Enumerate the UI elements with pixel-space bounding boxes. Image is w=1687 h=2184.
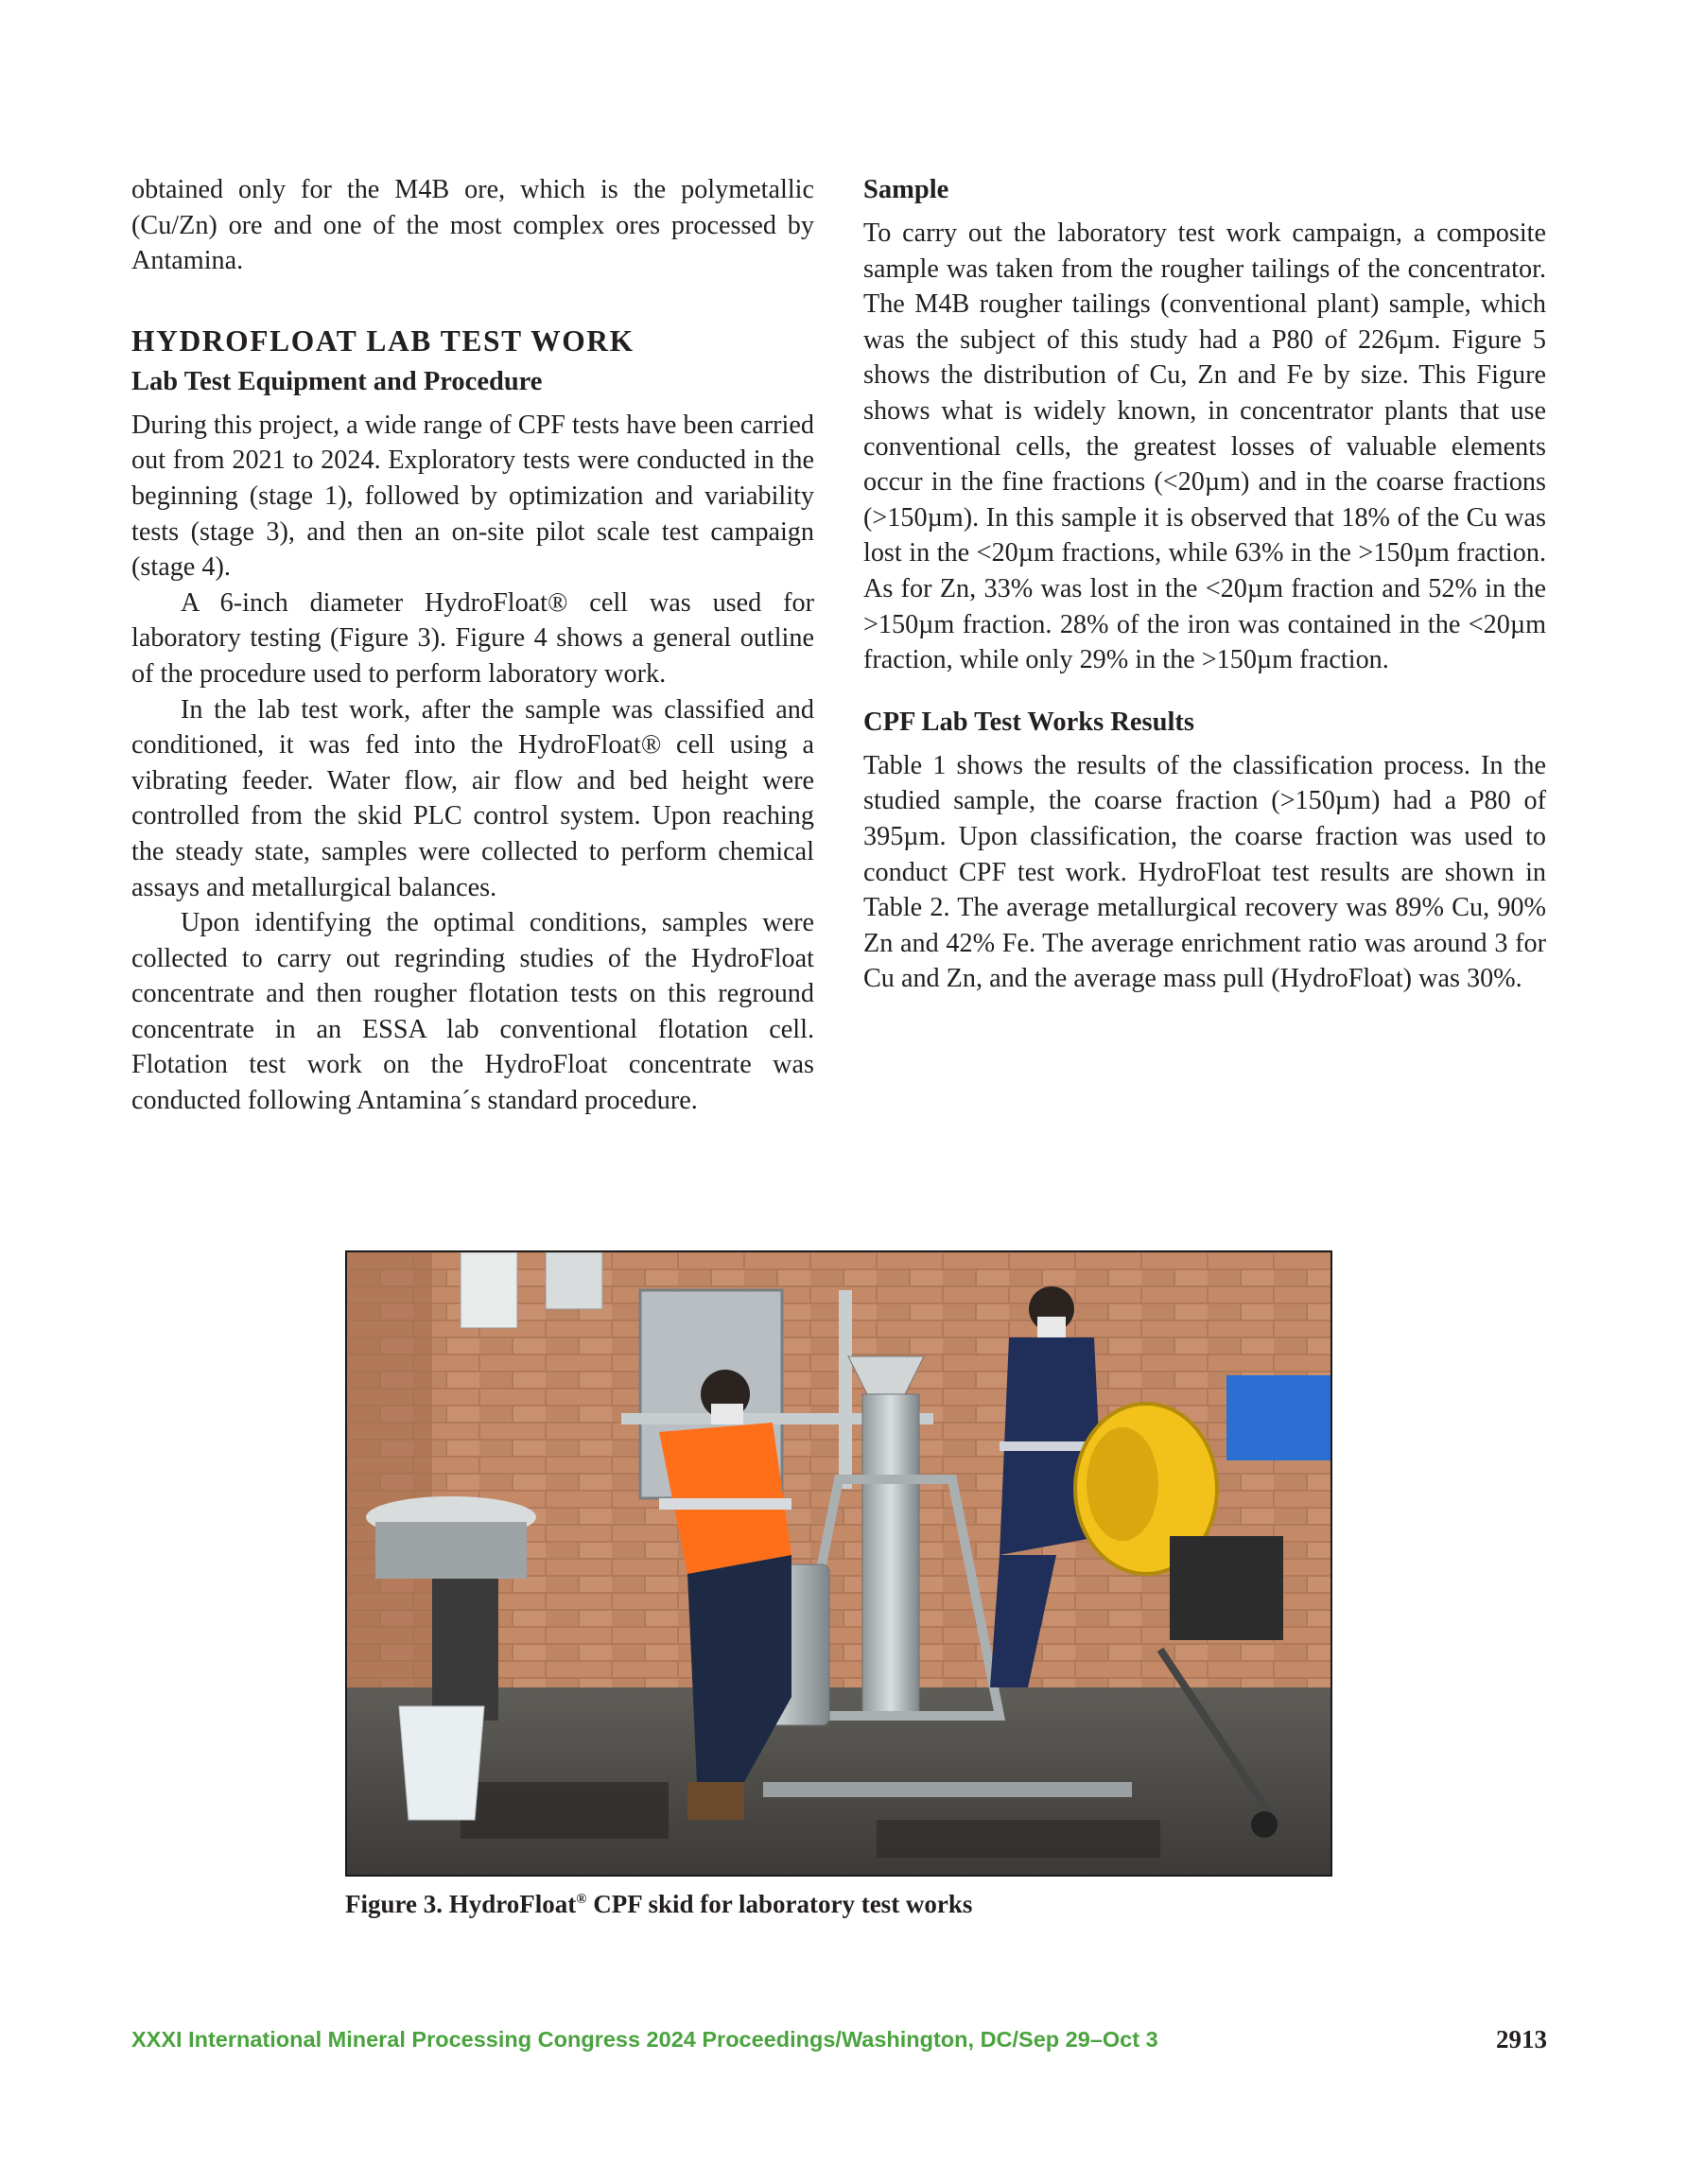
body-paragraph: In the lab test work, after the sample was classified and conditioned, it was fed into the HydroFloat® cell using a vibrating feeder. Water flow, air flow and bed height were controlled from the skid PLC control system. Upon reaching the steady state, samples were collected to perform chemical assays and metallurgical balances. xyxy=(131,694,814,902)
section-heading: HYDROFLOAT LAB TEST WORK xyxy=(131,323,635,358)
sample-paragraph: To carry out the laboratory test work campaign, a composite sample was taken from the rougher tailings of the concentrator. The M4B rougher tailings (conventional plant) sample, which was the subject of this study had a P80 of 226µm. Figure 5 shows the distribution of Cu, Zn and Fe by size. This Figure shows what is widely known, in concentrator plants that use conventional cells, the greatest losses of valuable elements occur in the fine fractions (<20µm) and in the coarse fractions (>150µm). In this sample it is observed that 18% of the Cu was lost in the <20µm fractions, while 63% in the >150µm fraction. As for Zn, 33% was lost in the <20µm fraction and 52% in the >150µm fraction. 28% of the iron was contained in the <20µm fraction, while only 29% in the >150µm fraction. xyxy=(863,218,1546,675)
left-column xyxy=(131,172,814,1119)
figure-photo xyxy=(345,1250,1332,1877)
body-paragraph: A 6-inch diameter HydroFloat® cell was used for laboratory testing (Figure 3). Figure 4 shows a general outline of the procedure used to perform laboratory work. xyxy=(131,587,814,689)
lab-photo-illustration xyxy=(347,1252,1330,1875)
intro-paragraph: obtained only for the M4B ore, which is the polymetallic (Cu/Zn) ore and one of the most complex ores processed by Antamina. xyxy=(131,175,814,276)
body-paragraph: During this project, a wide range of CPF tests have been carried out from 2021 to 2024. Exploratory tests were conducted in the beginning (stage 1), followed by optimization and variability tests (stage 3), and then an on-site pilot scale test campaign (stage 4). xyxy=(131,410,814,583)
results-paragraph: Table 1 shows the results of the classification process. In the studied sample, the coarse fraction (>150µm) had a P80 of 395µm. Upon classification, the coarse fraction was used to conduct CPF test work. HydroFloat test results are shown in Table 2. The average metallurgical recovery was 89% Cu, 90% Zn and 42% Fe. The average enrichment ratio was around 3 for Cu and Zn, and the average mass pull (HydroFloat) was 30%. xyxy=(863,750,1546,994)
white-bucket xyxy=(399,1706,484,1820)
subheading-lab-equipment: Lab Test Equipment and Procedure xyxy=(131,366,543,396)
subheading-sample: Sample xyxy=(863,175,949,204)
page-number: 2913 xyxy=(1496,2025,1547,2053)
subheading-results: CPF Lab Test Works Results xyxy=(863,707,1194,737)
footer-proceedings: XXXI International Mineral Processing Congress 2024 Proceedings/Washington, DC/Sep 29–Oct 3 xyxy=(131,2027,1158,2052)
right-column xyxy=(863,172,1546,997)
hydrofloat-column xyxy=(862,1394,919,1716)
figure-caption: Figure 3. HydroFloat® CPF skid for laboratory test works xyxy=(345,1890,973,1918)
body-paragraph: Upon identifying the optimal conditions, samples were collected to carry out regrinding studies of the HydroFloat concentrate and then rougher flotation tests on this reground concentrate in an ESSA lab conventional flotation cell. Flotation test work on the HydroFloat concentrate was conducted following Antamina´s standard procedure. xyxy=(131,908,814,1116)
sieve-shaker xyxy=(432,1579,498,1721)
